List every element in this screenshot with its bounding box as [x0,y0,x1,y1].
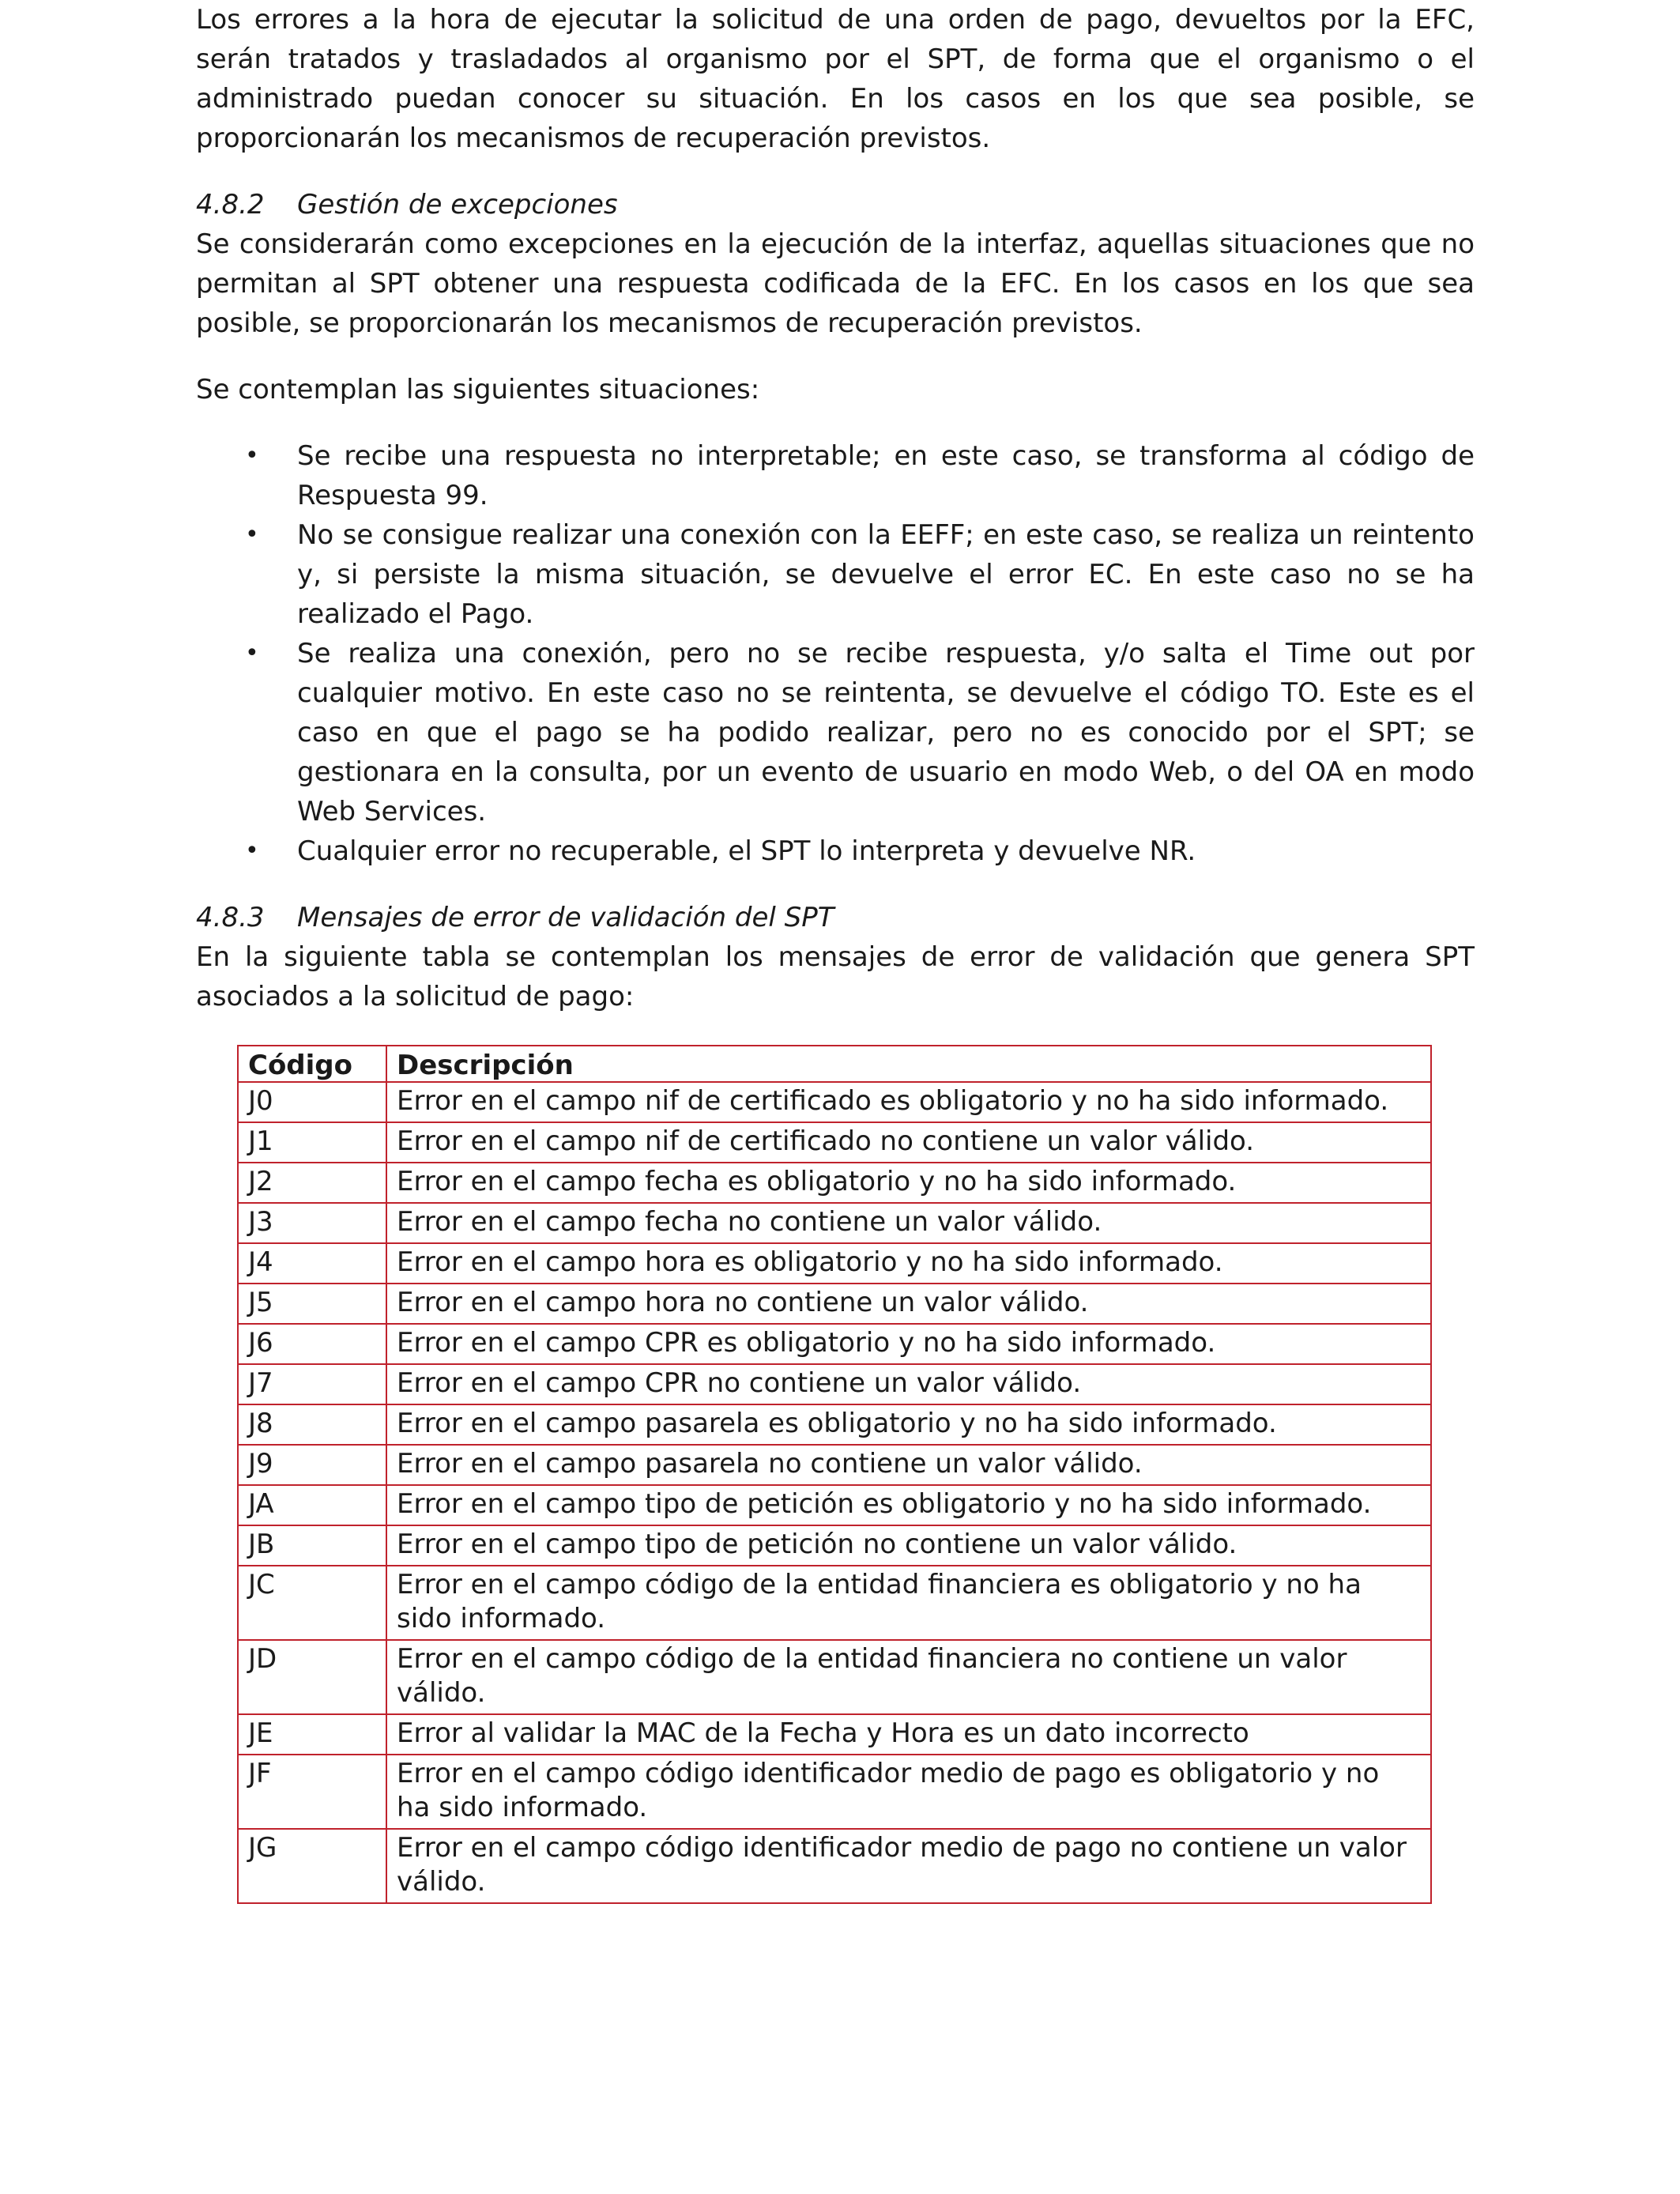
section-heading-4-8-3 [196,898,1475,937]
list-item [196,436,1475,515]
table-row [238,1122,1431,1163]
table-row [238,1243,1431,1284]
table-row [238,1714,1431,1755]
section-title: Gestión de excepciones [297,189,618,221]
error-description: Error en el campo pasarela es obligatorio y no ha sido informado. [386,1404,1431,1445]
bullet-icon: • [245,521,259,548]
list-item-text: No se consigue realizar una conexión con la EEFF; en este caso, se realiza un reintento y, si persiste la misma situación, se devuelve el error EC. En este caso no se ha realizado el Pago. [297,519,1475,630]
error-description: Error en el campo código de la entidad financiera no contiene un valor válido. [386,1640,1431,1714]
list-item-text: Se recibe una respuesta no interpretable; en este caso, se transforma al código de Respuesta 99. [297,440,1475,511]
error-description: Error en el campo tipo de petición no contiene un valor válido. [386,1525,1431,1566]
bullet-icon: • [245,837,259,865]
list-item [196,634,1475,831]
section-title: Mensajes de error de validación del SPT [297,902,834,933]
table-row [238,1485,1431,1525]
error-code: JD [238,1640,386,1714]
error-description: Error en el campo fecha no contiene un valor válido. [386,1203,1431,1243]
validation-paragraph: En la siguiente tabla se contemplan los mensajes de error de validación que genera SPT asociados a la solicitud de pago: [196,941,1475,1012]
error-description: Error en el campo tipo de petición es obligatorio y no ha sido informado. [386,1485,1431,1525]
error-code: JA [238,1485,386,1525]
error-description: Error en el campo código identificador medio de pago es obligatorio y no ha sido informado. [386,1755,1431,1829]
error-code: J1 [238,1122,386,1163]
table-row [238,1829,1431,1903]
document-body [196,0,1475,1016]
error-code: JC [238,1566,386,1640]
section-number: 4.8.3 [196,902,265,933]
table-row [238,1640,1431,1714]
error-description: Error en el campo fecha es obligatorio y no ha sido informado. [386,1163,1431,1203]
list-item [196,515,1475,634]
error-description: Error en el campo código identificador medio de pago no contiene un valor válido. [386,1829,1431,1903]
table-row [238,1284,1431,1324]
error-code: JE [238,1714,386,1755]
error-code: J0 [238,1082,386,1122]
table-header-row [238,1046,1431,1082]
column-header-description: Descripción [386,1046,1431,1082]
error-code: J6 [238,1324,386,1364]
intro-paragraph: Los errores a la hora de ejecutar la solicitud de una orden de pago, devueltos por la EFC, serán tratados y trasladados al organismo por el SPT, de forma que el organismo o el administrado puedan conocer su situación. En los casos en los que sea posible, se proporcionarán los mecanismos de recuperación previstos. [196,4,1475,154]
column-header-code: Código [238,1046,386,1082]
error-code: JB [238,1525,386,1566]
error-description: Error en el campo nif de certificado es obligatorio y no ha sido informado. [386,1082,1431,1122]
table-row [238,1364,1431,1404]
error-description: Error en el campo pasarela no contiene un valor válido. [386,1445,1431,1485]
situations-list [196,436,1475,871]
error-code: JF [238,1755,386,1829]
exceptions-paragraph: Se considerarán como excepciones en la ejecución de la interfaz, aquellas situaciones que no permitan al SPT obtener una respuesta codificada de la EFC. En los casos en los que sea posible, se proporcionarán los mecanismos de recuperación previstos. [196,228,1475,339]
situations-intro: Se contemplan las siguientes situaciones: [196,374,760,405]
section-number: 4.8.2 [196,189,265,221]
error-description: Error en el campo nif de certificado no contiene un valor válido. [386,1122,1431,1163]
bullet-icon: • [245,639,259,667]
error-codes-table [237,1045,1432,1904]
list-item [196,831,1475,871]
table-row [238,1324,1431,1364]
error-description: Error al validar la MAC de la Fecha y Hora es un dato incorrecto [386,1714,1431,1755]
error-code: J4 [238,1243,386,1284]
table-row [238,1445,1431,1485]
list-item-text: Se realiza una conexión, pero no se recibe respuesta, y/o salta el Time out por cualquier motivo. En este caso no se reintenta, se devuelve el código TO. Este es el caso en que el pago se ha podido realizar, pero no es conocido por el SPT; se gestionara en la consulta, por un evento de usuario en modo Web, o del OA en modo Web Services. [297,638,1475,827]
table-row [238,1082,1431,1122]
error-description: Error en el campo hora no contiene un valor válido. [386,1284,1431,1324]
table-row [238,1404,1431,1445]
table-row [238,1163,1431,1203]
table-row [238,1566,1431,1640]
error-code: J5 [238,1284,386,1324]
error-description: Error en el campo código de la entidad financiera es obligatorio y no ha sido informado. [386,1566,1431,1640]
section-heading-4-8-2 [196,185,1475,224]
table-row [238,1203,1431,1243]
error-code: JG [238,1829,386,1903]
error-code: J7 [238,1364,386,1404]
error-description: Error en el campo CPR no contiene un valor válido. [386,1364,1431,1404]
table-row [238,1755,1431,1829]
table-row [238,1525,1431,1566]
list-item-text: Cualquier error no recuperable, el SPT lo interpreta y devuelve NR. [297,835,1196,867]
error-description: Error en el campo CPR es obligatorio y no ha sido informado. [386,1324,1431,1364]
error-code: J3 [238,1203,386,1243]
bullet-icon: • [245,442,259,469]
error-code: J8 [238,1404,386,1445]
error-description: Error en el campo hora es obligatorio y no ha sido informado. [386,1243,1431,1284]
error-code: J2 [238,1163,386,1203]
error-code: J9 [238,1445,386,1485]
